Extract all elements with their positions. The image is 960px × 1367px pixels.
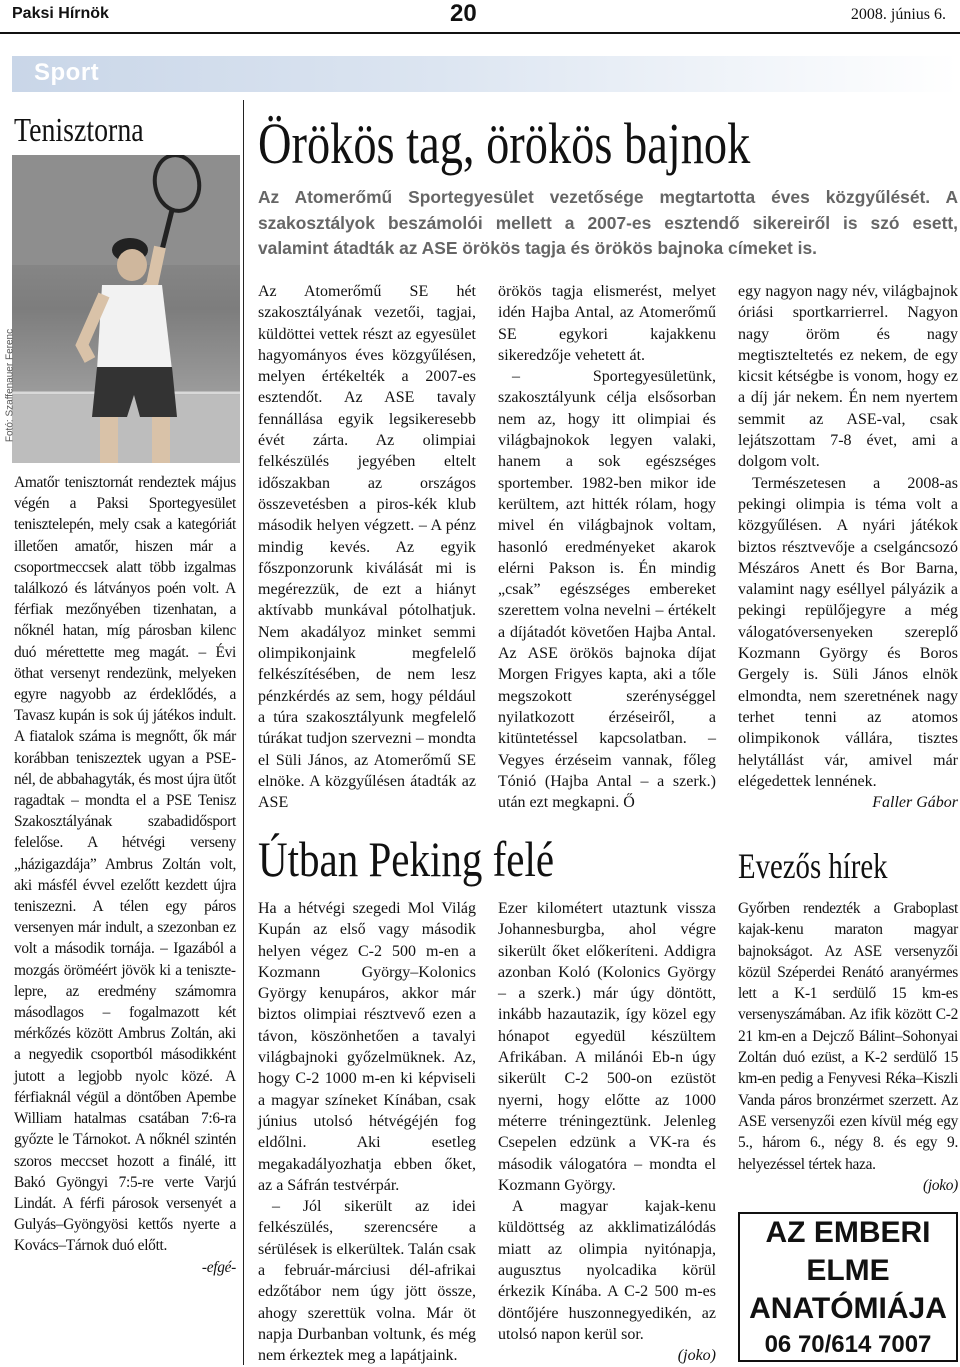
tenis-signature: -efgé- bbox=[201, 1258, 236, 1276]
tennis-photo bbox=[12, 155, 240, 463]
main-paragraph: örökös tagja elismerést, melyet idén Hajba Antal, az Atomerőmű SE egykori kajakkenu sikeredzője vehetett át. bbox=[498, 283, 716, 364]
main-paragraph: Természetesen a 2008-as pekingi olimpia is téma volt a közgyűlésen. A nyári játékok biztos résztvevője a cselgáncsozó Mészáros Anett és Bor Barna, valamint nagy eséllyel pályázik a pekingi repülőjegyre a még válogatóversenyeken szereplő Kozmann György és Boros Gergely is. Süli János elnök elmondta, nem szeretnének nagy terhet tenni az atomos olimpikonok vállára, tisztes helytállást vár, amivel már elégedettek lennének. bbox=[738, 474, 958, 790]
header-rule bbox=[0, 32, 960, 34]
main-lead: Az Atomerőmű Sportegyesület vezetősége megtartotta éves közgyűlését. A szakosztályok beszámolói mellett a 2007-es esztendő sikereiről is szó esett, valamint átadták az ASE örökös tagja és örökös bajnoka címeket is. bbox=[258, 187, 958, 258]
peking-paragraph: Ha a hétvégi szegedi Mol Világ Kupán az első vagy második helyen végez C-2 500 m-en a Kozmann György–Kolonics György kenupáros, akkor már biztos olimpiai résztvevő ezen a távon, köszönhetően a tavalyi világbajnoki győzelmüknek. Az, hogy C-2 1000 m-en ki képviseli a magyar színeket Kínában, csak június utolsó hétvégéjén fog eldőlni. Aki esetleg megakadályozhatja ebben őket, az a Sáfrán testvérpár. bbox=[258, 900, 476, 1194]
peking-paragraph: Ezer kilométert utaztunk vissza Johannesburgba, ahol végre sikerült őket előkeríteni. Addigra azonban Koló (Kolonics György – a szerk.) már úgy döntött, inkább hazautazik, így közel egy hónapot egyedül készültem Afrikában. A milánói Eb-n úgy sikerült C-2 500-on ezüstöt nyerni, hogy előtte az 1000 méterre tréningeztünk. Jelenleg Csepelen edzünk a VK-ra és második válogatóra – mondta el Kozmann György. bbox=[498, 900, 716, 1194]
main-signature: Faller Gábor bbox=[872, 794, 958, 812]
main-paragraph: egy nagyon nagy név, világbajnok óriási sportkarrierrel. Nagyon nagy öröm és nagy megtiszteltetés ez nekem, de egy kicsit kétségbe is vonom, hogy ez a díj jár nekem. Én nem nyertem semmit az ASE-val, csak lejátszottam 7-8 évet, ami a dolgom volt. bbox=[738, 283, 958, 471]
header-page-number: 20 bbox=[450, 0, 477, 27]
ad-line-3: ANATÓMIÁJA bbox=[749, 1292, 947, 1325]
main-paragraph: – Sportegyesületünk, szakosztályunk célja elsősorban nem az, hogy itt olimpiai és világbajnokok legyen valaki, hanem a sok egészséges sportember. 1982-ben mikor ide kerültem, azt hitték rólam, hogy mivel én világbajnok voltam, hasonló eredményeket akarok elérni Pakson is. Én mindig „csak” egészséges embereket szerettem volna nevelni – értékelt a díjátadót követően Hajba Antal. Az ASE örökös bajnoka díjat Morgen Frigyes kapta, aki a tőle megszokott szerénységgel nyilatkozott érzéseiről, a kitüntetéssel kapcsolatban. – Vegyes érzéseim vannak, főleg Tónió (Hajba Antal – a szerk.) után ezt megkapni. Ő bbox=[498, 368, 716, 812]
section-title: Sport bbox=[34, 59, 100, 86]
tenis-headline: Tenisztorna bbox=[14, 112, 144, 149]
main-paragraph: Az Atomerőmű SE hét szakosztályának vezetői, tagjai, küldöttei vettek részt az egyesület hagyományos éves közgyűlésen, melyen értékelték a 2007-es esztendőt. Az ASE tavaly fennállása egyik legsikeresebb évét zárta. Az olimpiai felkészülés jegyében eltelt időszakban az országos összevetésben a piros-kék klub második helyen végzett. – A pénz mindig kevés. Az egyik főszponzorunk kiválását mi is megérezzük, de ezt a hiányt aktívabb munkával pótolhatjuk. Nem akadályoz minket semmi olimpikonjaink megfelelő felkészítésében, de nem lesz pénzkérdés az sem, hogy például a túra szakosztályunk megfelelő túrákat tudjon szervezni – mondta el Süli János, az Atomerőmű SE elnöke. A közgyűlésen átadták az ASE bbox=[258, 283, 476, 812]
evezos-headline: Evezős hírek bbox=[738, 846, 888, 886]
header-paper-name: Paksi Hírnök bbox=[12, 5, 109, 22]
peking-paragraph: A magyar kajak-kenu küldöttség az akklimatizálódás miatt az olimpia nyitónapja, augusztus nyolcadika körül érkezik Kínába. A C-2 500 m-es döntőjére huszonnegyedikén, az utolsó napon kerül sor. bbox=[498, 1198, 716, 1343]
evezos-signature: (joko) bbox=[923, 1176, 958, 1194]
advertisement-box bbox=[738, 1212, 958, 1362]
header-date: 2008. június 6. bbox=[850, 6, 946, 23]
tenis-paragraph: Amatőr tenisztornát rendeztek május végén a Paksi Sportegyesület tenisztelepén, mely csak a kategóriát illetően amatőr, hiszen már a csoportmeccsek alatt több izgalmas találkozó és látványos poén volt. A férfiak mezőnyében tizenhatan, a nőknél hatan, míg párosban kilenc duó mérettette meg magát. – Évi öthat versenyt rendezünk, melyeken egyre nagyobb az érdeklődés, a Tavasz kupán is sok új játékos indult. A fiatalok száma is megnőtt, ők már korábban teniszeztek ugyan a PSE-nél, de abbahagyták, és most újra ütőt ragadtak – mondta el a PSE Tenisz Szakosztályának szabadidősport felelőse. A hétvégi verseny „házigazdája” Ambrus Zoltán volt, aki másfél évvel ezelőtt kezdett újra teniszezni. A télen egy páros versenyen már indult, a szezonban ez volt a második tornája. – Igazából a mozgás öröméért jövök ki a tenisztelepre, az eredmény számomra másodlagos – fogalmazott két mérkőzés között Ambrus Zoltán, aki a negyedik csoportból másodikként jutott a legjobb nyolc közé. A férfiaknál végül a döntőben Apembe William hatalmas csatában 7:6-ra győzte le Tárnokot. A nőknél szintén szoros meccset hozott a finálé, itt Bakó Gyöngyi 7:5-re verte Varjú Lindát. A férfi párosok versenyét a Gulyás–Gyöngyösi kettős nyerte a Kovács–Tárnok duó előtt. bbox=[14, 474, 236, 1255]
main-column-3 bbox=[738, 281, 958, 813]
main-column-2 bbox=[498, 281, 716, 813]
column-divider bbox=[243, 100, 244, 1365]
tennis-player-image bbox=[12, 155, 240, 463]
section-band bbox=[12, 56, 958, 92]
main-column-1 bbox=[258, 281, 476, 813]
evezos-paragraph: Győrben rendezték a Graboplast kajak-kenu maraton magyar bajnokságot. Az ASE versenyzői közül Széperdei Renátó aranyérmes lett a K-1 serdülő 15 km-es versenyszámában. Az ifik között C-2 21 km-en a Dejcző Bálint–Sohonyai Zoltán duó ezüst, a K-2 serdülő 15 km-en pedig a Fenyvesi Réka–Kiszli Vanda páros bronzérmet szerzett. Az ASE versenyzői ezen kívül még egy 5., három 6., négy 8. és egy 9. helyezéssel tértek haza. bbox=[738, 900, 958, 1173]
peking-paragraph: – Jól sikerült az idei felkészülés, szerencsére a sérülések is elkerültek. Talán csak a február-márciusi dél-afrikai edzőtábor nem úgy jött össze, ahogy szerettük volna. Már öt napja Durbanban voltunk, és még nem érkeztek meg a lapátjaink. bbox=[258, 1198, 476, 1365]
peking-signature: (joko) bbox=[677, 1347, 716, 1365]
ad-line-1: AZ EMBERI bbox=[765, 1216, 931, 1249]
ad-phone: 06 70/614 7007 bbox=[764, 1331, 932, 1358]
tenis-body bbox=[14, 472, 236, 1278]
peking-column-2 bbox=[498, 898, 716, 1367]
peking-column-1 bbox=[258, 898, 476, 1367]
photo-credit: Fotó: Szaffenauer Ferenc bbox=[4, 328, 16, 443]
peking-headline: Útban Peking felé bbox=[258, 831, 555, 887]
ad-line-2: ELME bbox=[806, 1254, 890, 1287]
evezos-body bbox=[738, 898, 958, 1196]
main-headline: Örökös tag, örökös bajnok bbox=[258, 111, 751, 176]
